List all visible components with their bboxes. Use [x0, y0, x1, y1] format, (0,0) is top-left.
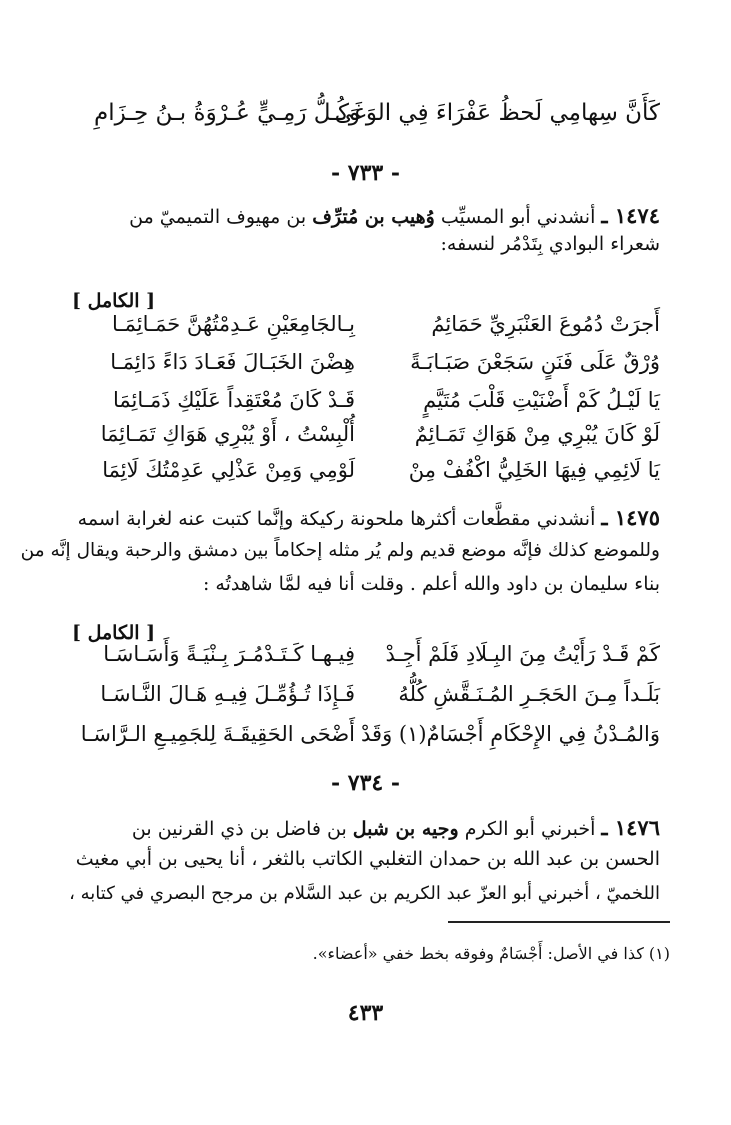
verse-hemistich-left: قَـدْ كَانَ مُعْتَقِداً عَلَيْكِ ذَمَـائِمَا: [113, 388, 355, 412]
poem-verse: [70, 642, 660, 682]
poem-verse: [70, 350, 660, 390]
verse-hemistich-right: بَلَـداً مِـنَ الحَجَـرِ المُـنَـقَّشِ كُلُّهُ: [398, 682, 660, 706]
verse-hemistich-right: كَمْ قَـدْ رَأَيْتُ مِنَ البِـلَادِ فَلَمْ أَجِـدْ: [385, 642, 660, 666]
entry-text: بن مهيوف التميميّ من: [129, 206, 307, 228]
entry-number: ١٤٧٦ ـ: [601, 815, 660, 840]
poem-verse: [70, 422, 660, 462]
footnote-divider: [448, 921, 670, 923]
top-verse: [95, 100, 660, 140]
manuscript-page-marker: - ٧٣٤ -: [330, 770, 401, 796]
narrator-name: وجيه بن شبل: [352, 818, 459, 840]
entry-1475-line-1: [70, 505, 660, 530]
poem-verse: [70, 682, 660, 722]
entry-number: ١٤٧٥ ـ: [601, 505, 660, 530]
entry-1476-line-1: [70, 815, 660, 840]
verse-hemistich-right: كَأَنَّ سِهامِي لَحظُ عَفْرَاءَ فِي الوَغَى: [334, 100, 660, 126]
verse-hemistich-left: لَوْمِي وَمِنْ عَذْلِي عَدِمْتُكَ لَائِمَا: [102, 458, 355, 482]
verse-hemistich-right: أَجرَتْ دُمُوعَ العَنْبَرِيِّ حَمَائِمُ: [431, 312, 660, 336]
poem-verse: [70, 722, 660, 762]
entry-text: أخبرني أبو الكرم: [464, 818, 596, 840]
entry-text: أنشدني أبو المسيِّب: [440, 206, 596, 228]
verse-hemistich-left: فِيـهـا كَـتَـدْمُـرَ بِـنْيَـةً وَأَسَـاسَـا: [103, 642, 355, 666]
verse-hemistich-left: فَـإِذَا تُـؤُمِّـلَ فِيـهِ هَـالَ النَّـاسَـا: [100, 682, 355, 706]
entry-1475-line-3: بناء سليمان بن داود والله أعلم . وقلت أنا فيه لمَّا شاهدتُه :: [202, 573, 660, 595]
meter-label: [ الكامل ]: [72, 290, 156, 312]
verse-hemistich-left: أُلْبِسْتُ ، أَوْ يُبْرِي هَوَاكِ تَمَـائِمَا: [100, 422, 355, 446]
entry-1476-line-2: الحسن بن عبد الله بن حمدان التغلبي الكاتب بالثغر ، أنا يحيى بن أبي مغيث: [75, 848, 660, 870]
entry-number: ١٤٧٤ ـ: [601, 203, 660, 228]
verse-hemistich-left: أَضْحَى الحَقِيقَـةَ لِلجَمِيـعِ الـرَّاسَـا: [80, 722, 355, 746]
poem-verse: [70, 458, 660, 498]
entry-1474-line-1: [70, 203, 660, 228]
manuscript-page-marker: - ٧٣٣ -: [330, 160, 401, 186]
verse-hemistich-right: يَا لَيْـلُ كَمْ أَضْنَيْتِ قَلْبَ مُتَيَّمٍ: [423, 388, 660, 412]
verse-hemistich-right: وَالمُـدْنُ فِي الإِحْكَامِ أَجْسَامٌ(١) وَقَدْ: [361, 722, 660, 746]
entry-1476-line-3: اللخميّ ، أخبرني أبو العزّ عبد الكريم بن عبد السَّلام بن مرجح البصري في كتابه ،: [69, 883, 660, 904]
verse-hemistich-left: بِـالجَامِعَيْنِ عَـدِمْتُهُنَّ حَمَـائِمَـا: [112, 312, 355, 336]
page-number: ٤٣٣: [347, 1000, 384, 1026]
entry-1475-line-2: وللموضع كذلك فإنَّه موضع قديم ولم يُر مثله إحكاماً بين دمشق والرحبة ويقال إنَّه من: [20, 540, 660, 561]
verse-hemistich-right: يَا لَائِمِي فِيهَا الخَلِيُّ اكْفُفْ مِنْ: [408, 458, 660, 482]
verse-hemistich-right: وُرْقٌ عَلَى فَنَنٍ سَجَعْنَ صَبَـابَـةً: [410, 350, 660, 374]
footnote: (١) كذا في الأصل: أَجْسَامٌ وفوقه بخط خفي «أعضاء».: [312, 944, 670, 963]
poem-verse: [70, 312, 660, 352]
verse-hemistich-left: وَكُـلُّ رَمِـيٍّ عُـرْوَةُ بـنُ حِـزَامِ: [93, 100, 360, 126]
verse-hemistich-left: هِضْنَ الخَبَـالَ فَعَـادَ دَاءً دَائِمَـا: [110, 350, 355, 374]
entry-1474-line-2: شعراء البوادي بِتَدْمُر لنسفه:: [440, 233, 660, 255]
entry-text: بن فاضل بن ذي القرنين بن: [131, 818, 347, 840]
meter-label: [ الكامل ]: [72, 622, 156, 644]
narrator-name: وُهيب بن مُترِّف: [312, 206, 435, 228]
entry-text: أنشدني مقطَّعات أكثرها ملحونة ركيكة وإنَّما كتبت عنه لغرابة اسمه: [77, 508, 596, 530]
verse-hemistich-right: لَوْ كَانَ يُبْرِي مِنْ هَوَاكِ تَمَـائِمٌ: [414, 422, 660, 446]
